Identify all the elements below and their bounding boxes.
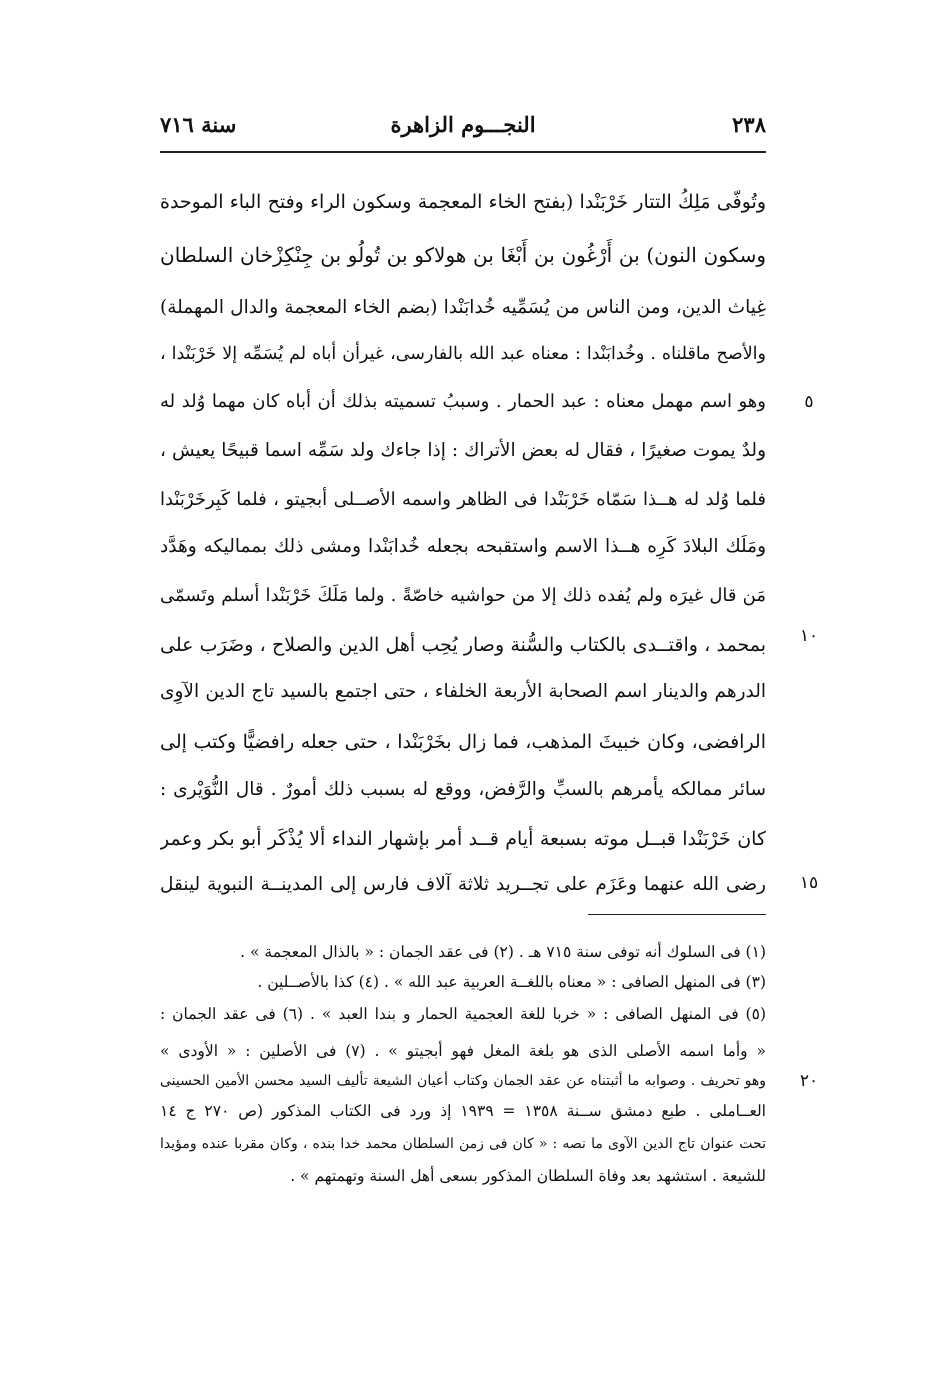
text-line: بمحمد ، واقتــدى بالكتاب والسُّنة وصار يُحِب أهل الدين والصلاح ، وضَرَب على	[160, 634, 766, 656]
footnote-line: تحت عنوان تاج الدين الآوى ما نصه : « كان فى زمن السلطان محمد خدا بنده ، وكان مقربا عنده ومؤيدا	[160, 1136, 766, 1152]
footnote-line: (٣) فى المنهل الصافى : « معناه باللغــة العربية عبد الله » . (٤) كذا بالأصــلين .	[257, 973, 766, 991]
text-line: كان خَرْبَنْدا قبــل موته بسبعة أيام قــد أمر بإشهار النداء ألا يُذْكَر أبو بكر وعمر	[160, 828, 766, 850]
footnote-rule	[588, 914, 766, 915]
footnote-line: للشيعة . استشهد بعد وفاة السلطان المذكور بسعى أهل السنة وتهمتهم » .	[290, 1167, 766, 1185]
text-line: سائر ممالكه يأمرهم بالسبِّ والرَّفض، ووقع له بسبب ذلك أمورٌ . قال النُّوَيْرى :	[160, 779, 766, 800]
text-line: الدرهم والدينار اسم الصحابة الأربعة الخلفاء ، حتى اجتمع بالسيد تاج الدين الآوِى	[160, 681, 766, 702]
footnote-line: (١) فى السلوك أنه توفى سنة ٧١٥ هـ . (٢) فى عقد الجمان : « بالذال المعجمة » .	[240, 943, 766, 961]
footnote-line: وهو تحريف . وصوابه ما أثبتناه عن عقد الجمان وكتاب أعيان الشيعة تأليف السيد محسن الأمين الحسينى	[160, 1073, 766, 1089]
page-number: ٢٣٨	[732, 112, 766, 137]
line-number: ١٥	[799, 873, 819, 893]
text-line: فلما وُلد له هــذا سَمّاه خَرْبَنْدا فى الظاهر واسمه الأصــلى أبجيتو ، فلما كَبِرخَرْبَنْدا	[160, 489, 766, 510]
text-line: ومَلَك البلادَ كَرِه هــذا الاسم واستقبحه بجعله خُدابَنْدا ومشى ذلك بمماليكه وهَدَّد	[160, 536, 766, 557]
text-line: ولدٌ يموت صغيرًا ، فقال له بعض الأتراك : إذا جاءك ولد سَمِّه اسما قبيحًا يعيش ،	[160, 440, 766, 461]
text-line: وهو اسم مهمل معناه : عبد الحمار . وسببُ تسميته بذلك أن أباه كان مهما وُلد له	[160, 391, 766, 412]
text-line: مَن قال غيرَه ولم يُفده ذلك إلا من حواشيه خاصّةً . ولما مَلَكَ خَرْبَنْدا أسلم وتَسمّى	[160, 585, 766, 606]
footnote-line: العــاملى . طبع دمشق ســنة ١٣٥٨ = ١٩٣٩ إذ ورد فى الكتاب المذكور (ص ٢٧٠ ج ١٤	[160, 1102, 766, 1120]
text-line: رضى الله عنهما وعَزَم على تجــريد ثلاثة آلاف فارس إلى المدينــة النبوية لينقل	[160, 874, 766, 895]
running-title: النجـــوم الزاهرة	[390, 112, 536, 137]
footnote-line: (٥) فى المنهل الصافى : « خربا للغة العجمية الحمار و بندا العبد » . (٦) فى عقد الجمان :	[160, 1005, 766, 1023]
footnote-line: « وأما اسمه الأصلى الذى هو بلغة المغل فهو أبجيتو » . (٧) فى الأصلين : « الأودى »	[160, 1042, 766, 1060]
text-line: والأصح ماقلناه . وخُدابَنْدا : معناه عبد الله بالفارسى، غيرأن أباه لم يُسَمِّه إلا خَرْبَنْدا ،	[160, 344, 766, 364]
line-number: ٥	[804, 392, 814, 412]
text-line: وتُوفّى مَلِكُ التتار خَرْبَنْدا (بفتح الخاء المعجمة وسكون الراء وفتح الباء الموحدة	[160, 191, 766, 213]
header-rule	[160, 151, 766, 153]
line-number: ١٠	[799, 626, 819, 646]
text-line: وسكون النون) بن أَرْغُون بن أَبْغَا بن هولاكو بن تُولُو بن جِنْكِزْخان السلطان	[160, 243, 766, 267]
line-number: ٢٠	[799, 1071, 819, 1091]
running-header	[160, 112, 766, 148]
text-line: غِياث الدين، ومن الناس من يُسَمِّيه خُدابَنْدا (بضم الخاء المعجمة والدال المهملة)	[160, 297, 766, 318]
text-line: الرافضى، وكان خبيثَ المذهب، فما زال بخَرْبَنْدا ، حتى جعله رافضيًّا وكتب إلى	[160, 731, 766, 753]
header-year: سنة ٧١٦	[160, 112, 237, 137]
